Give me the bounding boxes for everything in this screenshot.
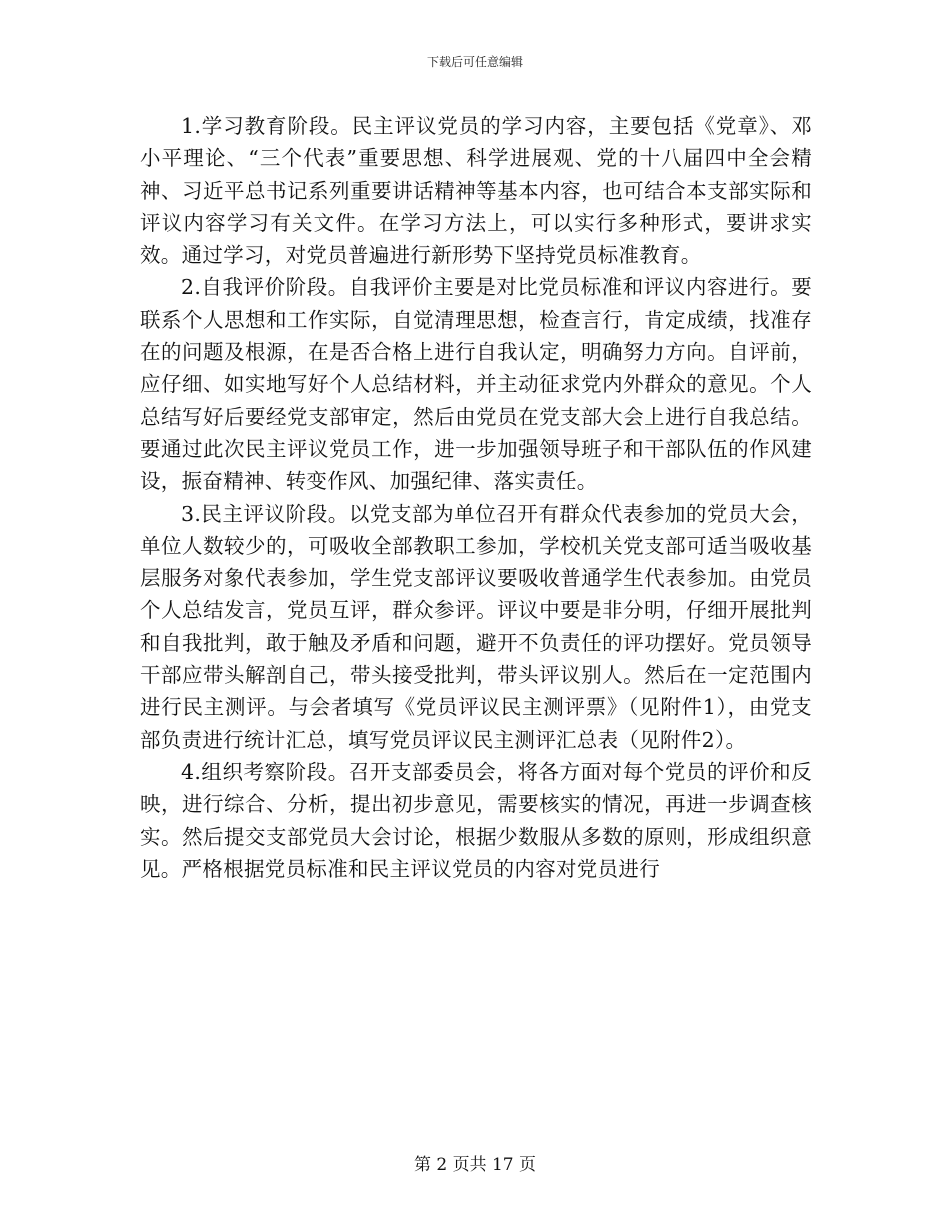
paragraph-study-education: 1.学习教育阶段。民主评议党员的学习内容，主要包括《党章》、邓小平理论、“三个代表”重要思想、科学进展观、党的十八届四中全会精神、习近平总书记系列重要讲话精神等基本内容，也可结合本支部实际和评议内容学习有关文件。在学习方法上，可以实行多种形式，要讲求实效。通过学习，对党员普遍进行新形势下坚持党员标准教育。 <box>140 114 812 268</box>
page-header-note: 下载后可任意编辑 <box>426 55 523 69</box>
document-body <box>140 110 812 885</box>
paragraph-democratic-review: 3.民主评议阶段。以党支部为单位召开有群众代表参加的党员大会，单位人数较少的，可吸收全部教职工参加，学校机关党支部可适当吸收基层服务对象代表参加，学生党支部评议要吸收普通学生代表参加。由党员个人总结发言，党员互评，群众参评。评议中要是非分明，仔细开展批判和自我批判，敢于触及矛盾和问题，避开不负责任的评功摆好。党员领导干部应带头解剖自己，带头接受批判，带头评议别人。然后在一定范围内进行民主测评。与会者填写《党员评议民主测评票》（见附件1），由党支部负责进行统计汇总，填写党员评议民主测评汇总表（见附件2）。 <box>140 501 812 752</box>
paragraph-self-evaluation: 2.自我评价阶段。自我评价主要是对比党员标准和评议内容进行。要联系个人思想和工作实际，自觉清理思想，检查言行，肯定成绩，找准存在的问题及根源，在是否合格上进行自我认定，明确努力方向。自评前，应仔细、如实地写好个人总结材料，并主动征求党内外群众的意见。个人总结写好后要经党支部审定，然后由党员在党支部大会上进行自我总结。要通过此次民主评议党员工作，进一步加强领导班子和干部队伍的作风建设，振奋精神、转变作风、加强纪律、落实责任。 <box>140 275 812 494</box>
page-number: 第 2 页共 17 页 <box>413 1155 537 1175</box>
paragraph-organization-inspection: 4.组织考察阶段。召开支部委员会，将各方面对每个党员的评价和反映，进行综合、分析，提出初步意见，需要核实的情况，再进一步调查核实。然后提交支部党员大会讨论，根据少数服从多数的原则，形成组织意见。严格根据党员标准和民主评议党员的内容对党员进行 <box>140 759 812 881</box>
